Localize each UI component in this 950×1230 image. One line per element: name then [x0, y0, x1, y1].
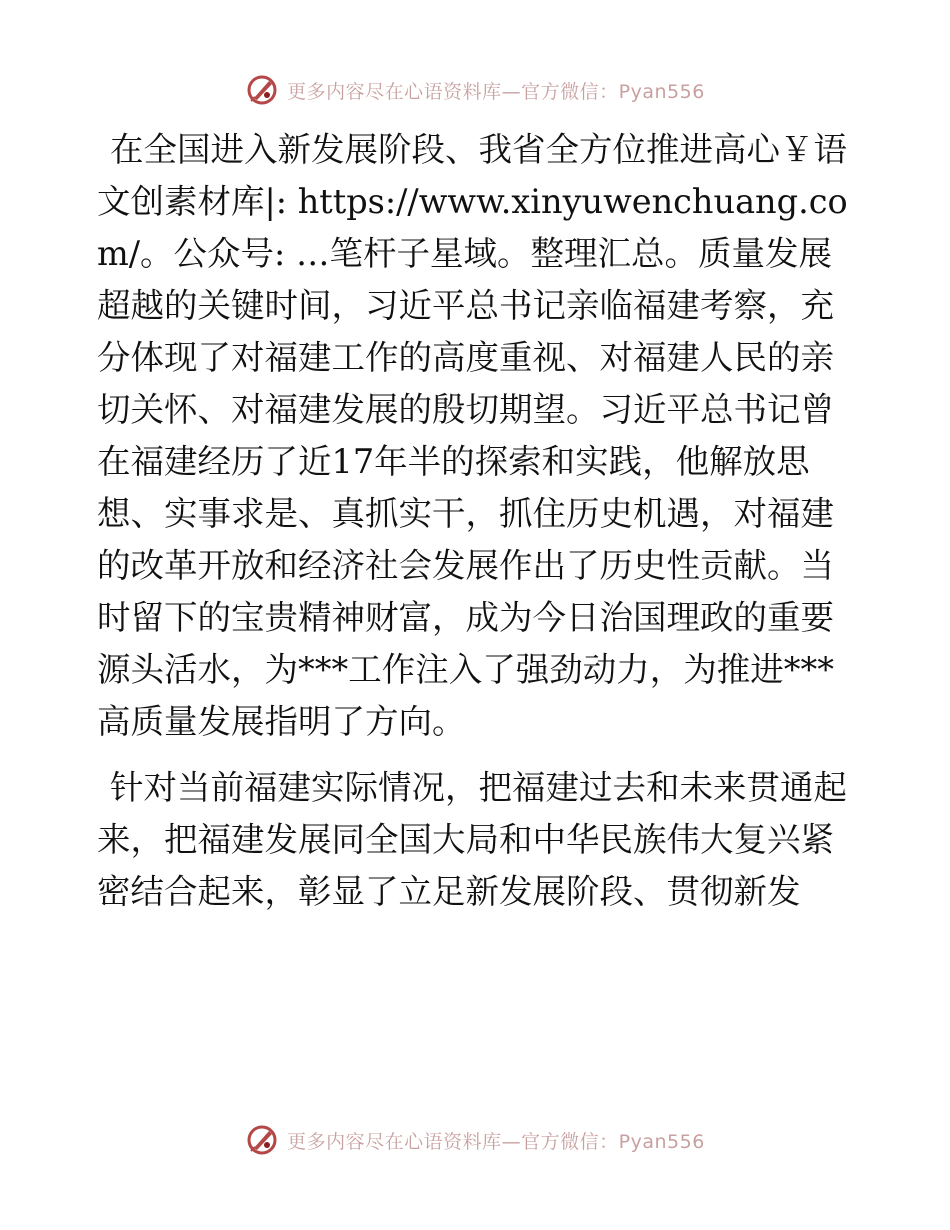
quill-pen-logo-icon — [245, 1123, 279, 1157]
quill-pen-logo-icon — [245, 73, 279, 107]
paragraph-1: 在全国进入新发展阶段、我省全方位推进高心￥语文创素材库|: https://www.xinyuwenchuang.com/。公众号: …笔杆子星域。整理汇总。质量发展超越的关键时间，习近平总书记亲临福建考察，充分体现了对福建工作的高度重视、对福建人民的亲切关怀、对福建发展的殷切期望。习近平总书记曾在福建经历了近17年半的探索和实践，他解放思想、实事求是、真抓实干，抓住历史机遇，对福建的改革开放和经济社会发展作出了历史性贡献。当时留下的宝贵精神财富，成为今日治国理政的重要源头活水，为***工作注入了强劲动力，为推进***高质量发展指明了方向。 — [97, 130, 848, 741]
header-banner — [0, 70, 950, 110]
header-banner-text: 更多内容尽在心语资料库—官方微信：Pyan556 — [287, 80, 705, 103]
footer-banner-text: 更多内容尽在心语资料库—官方微信：Pyan556 — [287, 1130, 705, 1153]
paragraph-2: 针对当前福建实际情况，把福建过去和未来贯通起来，把福建发展同全国大局和中华民族伟大复兴紧密结合起来，彰显了立足新发展阶段、贯彻新发 — [97, 768, 847, 911]
document-body — [97, 124, 857, 918]
footer-banner — [0, 1120, 950, 1160]
